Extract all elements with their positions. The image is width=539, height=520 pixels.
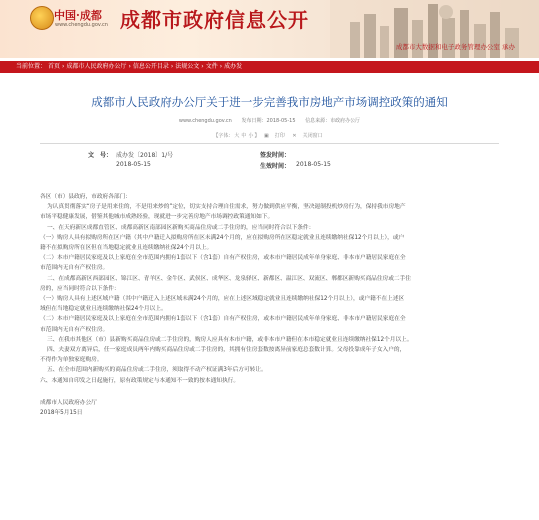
breadcrumb-separator: ›: [170, 63, 174, 70]
paragraph: 六、本通知自印发之日起施行，原有政策规定与本通知不一致的按本通知执行。: [40, 377, 240, 384]
article-body: [40, 192, 507, 418]
meta-source: 信息来源：市政府办公厅: [305, 118, 361, 124]
signed-date: 2018-05-15: [116, 161, 151, 168]
signature-issuer: 成都市人民政府办公厅: [40, 399, 97, 406]
breadcrumb-item-chengbanfa[interactable]: 成办发: [224, 63, 243, 70]
paragraph: 市场平稳健康发展，借鉴其他城市成熟经验，现就进一步完善房地产市场调控政策通知如下。: [40, 214, 274, 221]
signature-date: 2018年5月15日: [40, 410, 83, 417]
font-medium-button[interactable]: 中: [241, 133, 247, 139]
breadcrumb-item-catalog[interactable]: 信息公开目录: [132, 63, 169, 70]
paragraph: （二）本市户籍居民家庭及以上家庭在全市范围内拥有1套以下（含1套）自有产权住房，或本市户籍居民成年单身家庭、非本市户籍居民家庭在全: [40, 255, 406, 262]
font-small-button[interactable]: 小: [248, 133, 254, 139]
paragraph: 四、夫妻双方离异后，任一家庭成员两年内购买商品住房或二手住房的，其拥有住房套数按离异前家庭总套数计算。父母投靠成年子女入户的，: [47, 347, 406, 354]
print-button[interactable]: 打印: [274, 133, 285, 139]
paragraph: 不得作为单独家庭购房。: [40, 357, 103, 364]
breadcrumb-item-documents[interactable]: 文件: [205, 63, 218, 70]
font-size-prefix: 【字体：: [213, 133, 234, 139]
paragraph: （一）购房人具有上述区域户籍（其中户籍迁入上述区域未满24个月的，应在上述区域稳定就业且连续缴纳社保12个月以上），或户籍不在上述区: [40, 296, 405, 303]
sponsor-text: 成都市大数据和电子政务管理办公室 承办: [395, 43, 515, 51]
paragraph: 三、在我市其他区（市）县新购买商品住房或二手住房的，购房人应具有本市户籍，或非本市户籍但在本市稳定就业且连续缴纳社保12个月以上。: [47, 336, 413, 343]
breadcrumb: [16, 62, 244, 72]
paragraph: 房的，应当同时符合以下条件：: [40, 285, 120, 292]
breadcrumb-prefix: 当前位置：: [16, 63, 47, 70]
site-header: [0, 0, 539, 58]
paragraph: 域但在当地稳定就业且连续缴纳社保24个月以上。: [40, 306, 167, 313]
breadcrumb-separator: ›: [201, 63, 204, 70]
info-row: [40, 150, 499, 161]
doc-number-label: 文 号：: [88, 152, 113, 159]
article: [40, 80, 499, 520]
paragraph: 各区（市）县政府，市政府各部门：: [40, 194, 131, 200]
close-icon: ✕: [292, 133, 297, 139]
site-title[interactable]: 成都市政府信息公开: [120, 8, 309, 32]
paragraph: 籍不在拟购房所在区但在当地稳定就业且连续缴纳社保24个月以上。: [40, 245, 213, 252]
breadcrumb-separator: ›: [219, 63, 223, 70]
breadcrumb-separator: ›: [62, 63, 65, 70]
paragraph: 为认真贯彻落实“房子是用来住的，不是用来炒的”定位，切实支持合理自住需求，努力做到供应平衡，坚决遏制投机炒房行为，保持我市房地产: [47, 204, 406, 211]
document-info: [40, 150, 499, 172]
paragraph: 二、在成都高新区西部园区、锦江区、青羊区、金牛区、武侯区、成华区、龙泉驿区、新都区、温江区、双流区、郫都区新购买商品住房或二手住: [47, 275, 411, 282]
article-title: 成都市人民政府办公厅关于进一步完善我市房地产市场调控政策的通知: [91, 95, 448, 109]
breadcrumb-item-regulations[interactable]: 法规公文: [175, 63, 200, 70]
logo-text[interactable]: 中国·成都: [54, 9, 102, 22]
paragraph: 五、在全市范围内新购买的商品住房或二手住房，须取得不动产权证满3年后方可转让。: [47, 367, 267, 374]
effective-date: 2018-05-15: [296, 161, 331, 168]
logo-url: www.chengdu.gov.cn: [55, 22, 108, 28]
paragraph: （一）购房人具有拟购房所在区户籍（其中户籍迁入拟购房所在区未满24个月的，应在拟购房所在区稳定就业且连续缴纳社保12个月以上），或户: [40, 234, 405, 241]
effective-label: 生效时间：: [260, 163, 291, 170]
article-toolbar: [40, 132, 499, 139]
font-large-button[interactable]: 大: [234, 133, 240, 139]
info-row: [40, 161, 499, 172]
article-meta: [40, 117, 499, 124]
doc-number: 成办发〔2018〕1/号: [116, 152, 174, 159]
paragraph: 一、在天府新区成都直管区、成都高新区南部园区新购买商品住房或二手住房的，应当同时符合以下条件：: [47, 224, 315, 231]
issued-label: 签发时间：: [260, 152, 291, 159]
city-emblem-icon: [30, 6, 54, 30]
paragraph: （二）本市户籍居民家庭及以上家庭在全市范围内拥有1套以下（含1套）自有产权住房，或本市户籍居民成年单身家庭、非本市户籍居民家庭在全: [40, 316, 406, 323]
close-window-button[interactable]: 关闭窗口: [302, 133, 323, 139]
paragraph: 市范围内无自有产权住房。: [40, 326, 109, 333]
breadcrumb-item-office[interactable]: 成都市人民政府办公厅: [66, 63, 127, 70]
meta-site[interactable]: www.chengdu.gov.cn: [178, 118, 232, 124]
paragraph: 市范围内无自有产权住房。: [40, 265, 109, 272]
breadcrumb-separator: ›: [128, 63, 131, 70]
meta-date: 发布日期：2018-05-15: [241, 118, 296, 124]
print-icon: ▣: [264, 133, 269, 139]
divider: [40, 143, 499, 144]
breadcrumb-item-home[interactable]: 首页: [48, 63, 61, 70]
font-size-suffix: 】: [254, 133, 260, 139]
